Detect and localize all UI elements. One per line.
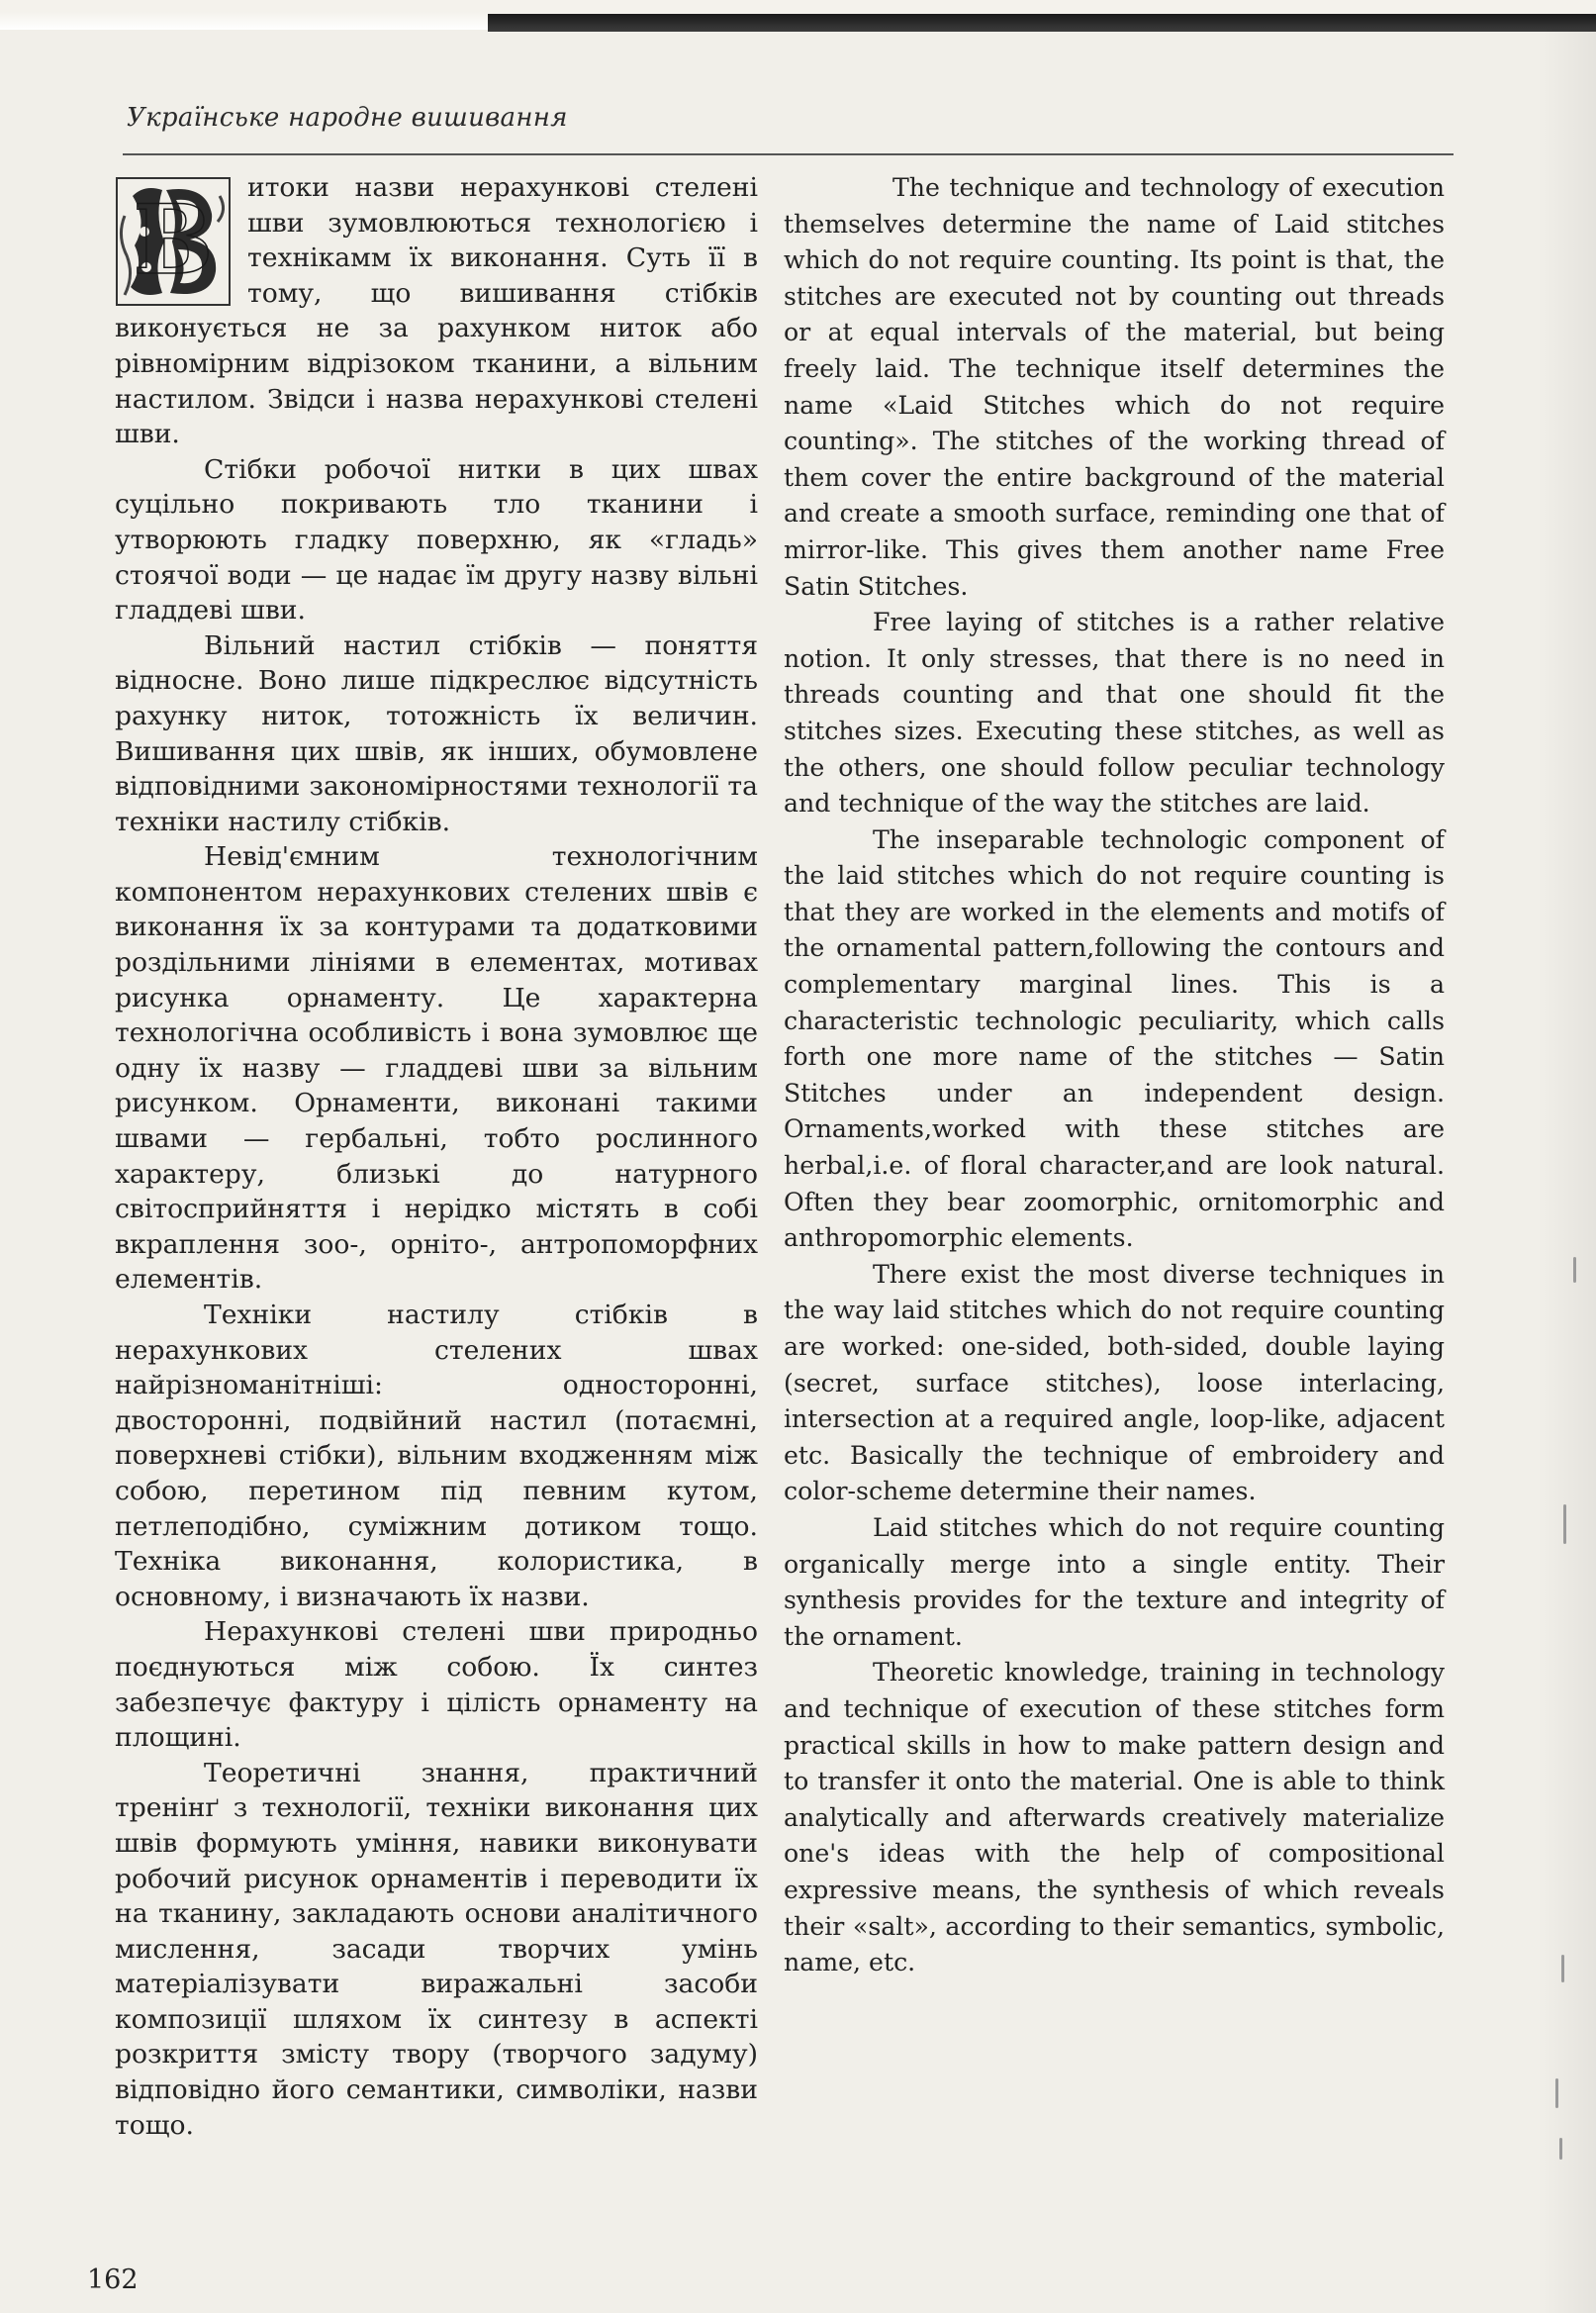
paragraph-1: The technique and technology of execution themselves determine the name of Laid stitches which do not require counting. Its point is that, the stitches are executed not by counting out threads or at equal intervals of the material, but being freely laid. The technique itself determines the name «Laid Stitches which do not require counting». The stitches of the working thread of them cover the entire background of the material and create a smooth surface, reminding one that of mirror-like. This gives them another name Free Satin Stitches. <box>784 173 1445 601</box>
paragraph-5: Laid stitches which do not require counting organically merge into a single entity. Their synthesis provides for the texture and integrity of the ornament. <box>784 1512 1445 1651</box>
header-rule <box>123 153 1454 155</box>
paragraph-text: итоки назви нерахункові стелені шви зумовлюються технологією і технікамм їх виконання. Суть її в тому, що вишивання стібків виконується не за рахунком ниток або рівномірним відрізоком тканини, а вільним настилом. Звідси і назва нерахункові стелені шви. <box>115 172 758 450</box>
paragraph-4: Невід'ємним технологічним компонентом нерахункових стелених швів є виконання їх за контурами та додатковими роздільними лініями в елементах, мотивах рисунка орнаменту. Це характерна технологічна особливість і вона зумовлює ще одну їх назву — гладдеві шви за вільним рисунком. Орнаменти, виконані такими швами — гербальні, тобто рослинного характеру, близькі до натурного світосприйняття і нерідко містять в собі вкраплення зоо-, орніто-, антропоморфних елементів. <box>115 841 758 1296</box>
right-column-english <box>784 170 1445 1981</box>
scan-dark-band <box>488 14 1596 32</box>
paragraph-2: Стібки робочої нитки в цих швах суцільно покривають тло тканини і утворюють гладку поверхню, як «гладь» стоячої води — це надає їм другу назву вільні гладдеві шви. <box>115 453 758 626</box>
paragraph-2: Free laying of stitches is a rather relative notion. It only stresses, that there is no need in threads counting and that one should fit the stitches sizes. Executing these stitches, as well as the others, one should follow peculiar technology and technique of the way the stitches are laid. <box>784 608 1445 819</box>
decorative-dropcap-initial <box>115 176 232 307</box>
paragraph-3: Вільний настил стібків — поняття відносне. Воно лише підкреслює відсутність рахунку ниток, тотожність їх величин. Вишивання цих швів, як інших, обумовлене відповідними закономірностями технології та техніки настилу стібків. <box>115 629 758 837</box>
paragraph-6: Theoretic knowledge, training in technology and technique of execution of these stitches form practical skills in how to make pattern design and to transfer it onto the material. One is able to think analytically and afterwards creatively materialize one's ideas with the help of compositional expressive means, the synthesis of which reveals their «salt», according to their semantics, symbolic, name, etc. <box>784 1658 1445 1977</box>
paragraph-3: The inseparable technologic component of the laid stitches which do not require counting is that they are worked in the elements and motifs of the ornamental pattern,following the contours and complementary marginal lines. This is a characteristic technologic peculiarity, which calls forth one more name of the stitches — Satin Stitches under an independent design. Ornaments,worked with these stitches are herbal,i.e. of floral character,and are look natural. Often they bear zoomorphic, ornitomorphic and anthropomorphic elements. <box>784 824 1445 1253</box>
paragraph-4: There exist the most diverse techniques in the way laid stitches which do not require counting are worked: one-sided, both-sided, double laying (secret, surface stitches), loose interlacing, intersection at a required angle, loop-like, adjacent etc. Basically the technique of embroidery and color-scheme determine their names. <box>784 1259 1445 1506</box>
paragraph-6: Нерахункові стелені шви природньо поєднуються між собою. Їх синтез забезпечує фактуру і цілість орнаменту на площині. <box>115 1616 758 1754</box>
page-number: 162 <box>87 2265 139 2295</box>
svg-text:В: В <box>133 184 214 296</box>
page-gutter-shadow <box>1537 30 1596 2313</box>
running-head: Українське народне вишивання <box>127 103 568 133</box>
paragraph-7: Теоретичні знання, практичний тренінґ з технології, техніки виконання цих швів формують уміння, навики виконувати робочий рисунок орнаментів і переводити їх на тканину, закладають основи аналітичного мислення, засади творчих умінь матеріалізувати виражальні засоби композиції шляхом їх синтезу в аспекті розкриття змісту твору (творчого задуму) відповідно його семантики, символіки, назви тощо. <box>115 1757 758 2141</box>
left-column-ukrainian <box>115 170 758 2143</box>
paragraph-1 <box>115 170 758 452</box>
paragraph-5: Техніки настилу стібків в нерахункових стелених швах найрізноманітніші: односторонні, двосторонні, подвійний настил (потаємні, поверхневі стібки), вільним входженням між собою, перетином під певним кутом, петлеподібно, суміжним дотиком тощо. Техніка виконання, колористика, в основному, і визначають їх назви. <box>115 1300 758 1612</box>
